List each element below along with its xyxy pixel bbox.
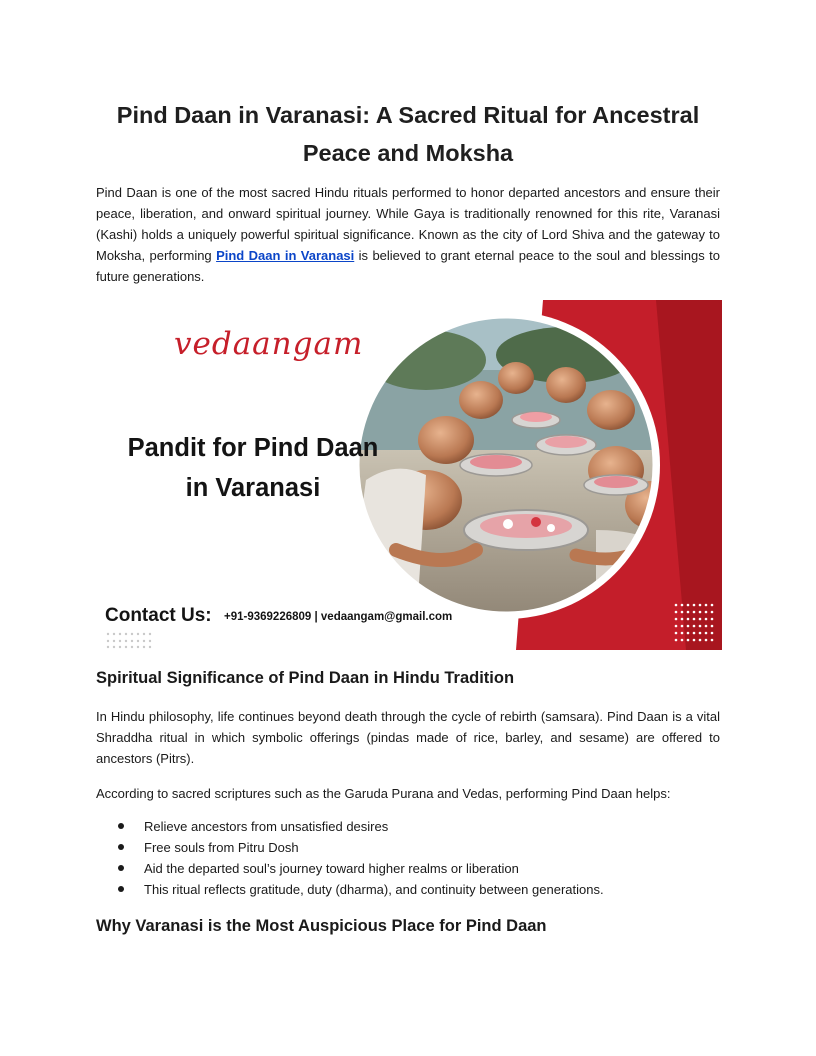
section-heading-why-varanasi: Why Varanasi is the Most Auspicious Place for Pind Daan [96, 917, 547, 935]
bullet-icon [118, 823, 124, 829]
intro-text-start: Pind Daan is one of the most sacred Hindu rituals performed to honor departed ancestors and ensure their peace, liberation, and onward spiritual journey. While Gaya is traditionally renowned for this rite, Varanasi (Kashi) holds a uniquely powerful spiritual significance. Known as the city of Lord Shiva and the gateway to Moksha, performing [96, 185, 720, 263]
list-item [96, 879, 720, 900]
bullet-icon [118, 865, 124, 871]
bullet-icon [118, 844, 124, 850]
intro-text-end: is believed to grant eternal peace to the soul and blessings to future generations. [96, 248, 720, 284]
list-item-text: Aid the departed soul’s journey toward higher realms or liberation [144, 861, 519, 876]
intro-paragraph [96, 182, 720, 287]
banner-heading-line2: in Varanasi [185, 474, 321, 502]
list-item [96, 837, 720, 858]
page-title: Pind Daan in Varanasi: A Sacred Ritual for Ancestral Peace and Moksha [116, 102, 700, 166]
pind-daan-varanasi-link[interactable]: Pind Daan in Varanasi [216, 248, 355, 263]
contact-info: +91-9369226809 | vedaangam@gmail.com [224, 611, 453, 623]
list-item-text: Relieve ancestors from unsatisfied desires [144, 819, 389, 834]
contact-label: Contact Us: [105, 605, 212, 626]
list-item-text: Free souls from Pitru Dosh [144, 840, 299, 855]
scriptures-paragraph: According to sacred scriptures such as the Garuda Purana and Vedas, performing Pind Daan helps: [96, 786, 671, 801]
banner-heading [108, 428, 398, 508]
list-item [96, 816, 720, 837]
benefits-list [96, 816, 720, 900]
list-item-text: This ritual reflects gratitude, duty (dharma), and continuity between generations. [144, 882, 604, 897]
grey-dot-grid [107, 633, 151, 648]
significance-paragraph: In Hindu philosophy, life continues beyond death through the cycle of rebirth (samsara). Pind Daan is a vital Shraddha ritual in which symbolic offerings (pindas made of rice, barley, and sesame) are offered to ancestors (Pitrs). [96, 709, 720, 766]
bullet-icon [118, 886, 124, 892]
section-heading-significance: Spiritual Significance of Pind Daan in Hindu Tradition [96, 669, 515, 687]
promo-banner [96, 300, 722, 650]
vedaangam-logo: vedaangam [174, 326, 364, 362]
list-item [96, 858, 720, 879]
banner-heading-line1: Pandit for Pind Daan [127, 434, 379, 462]
